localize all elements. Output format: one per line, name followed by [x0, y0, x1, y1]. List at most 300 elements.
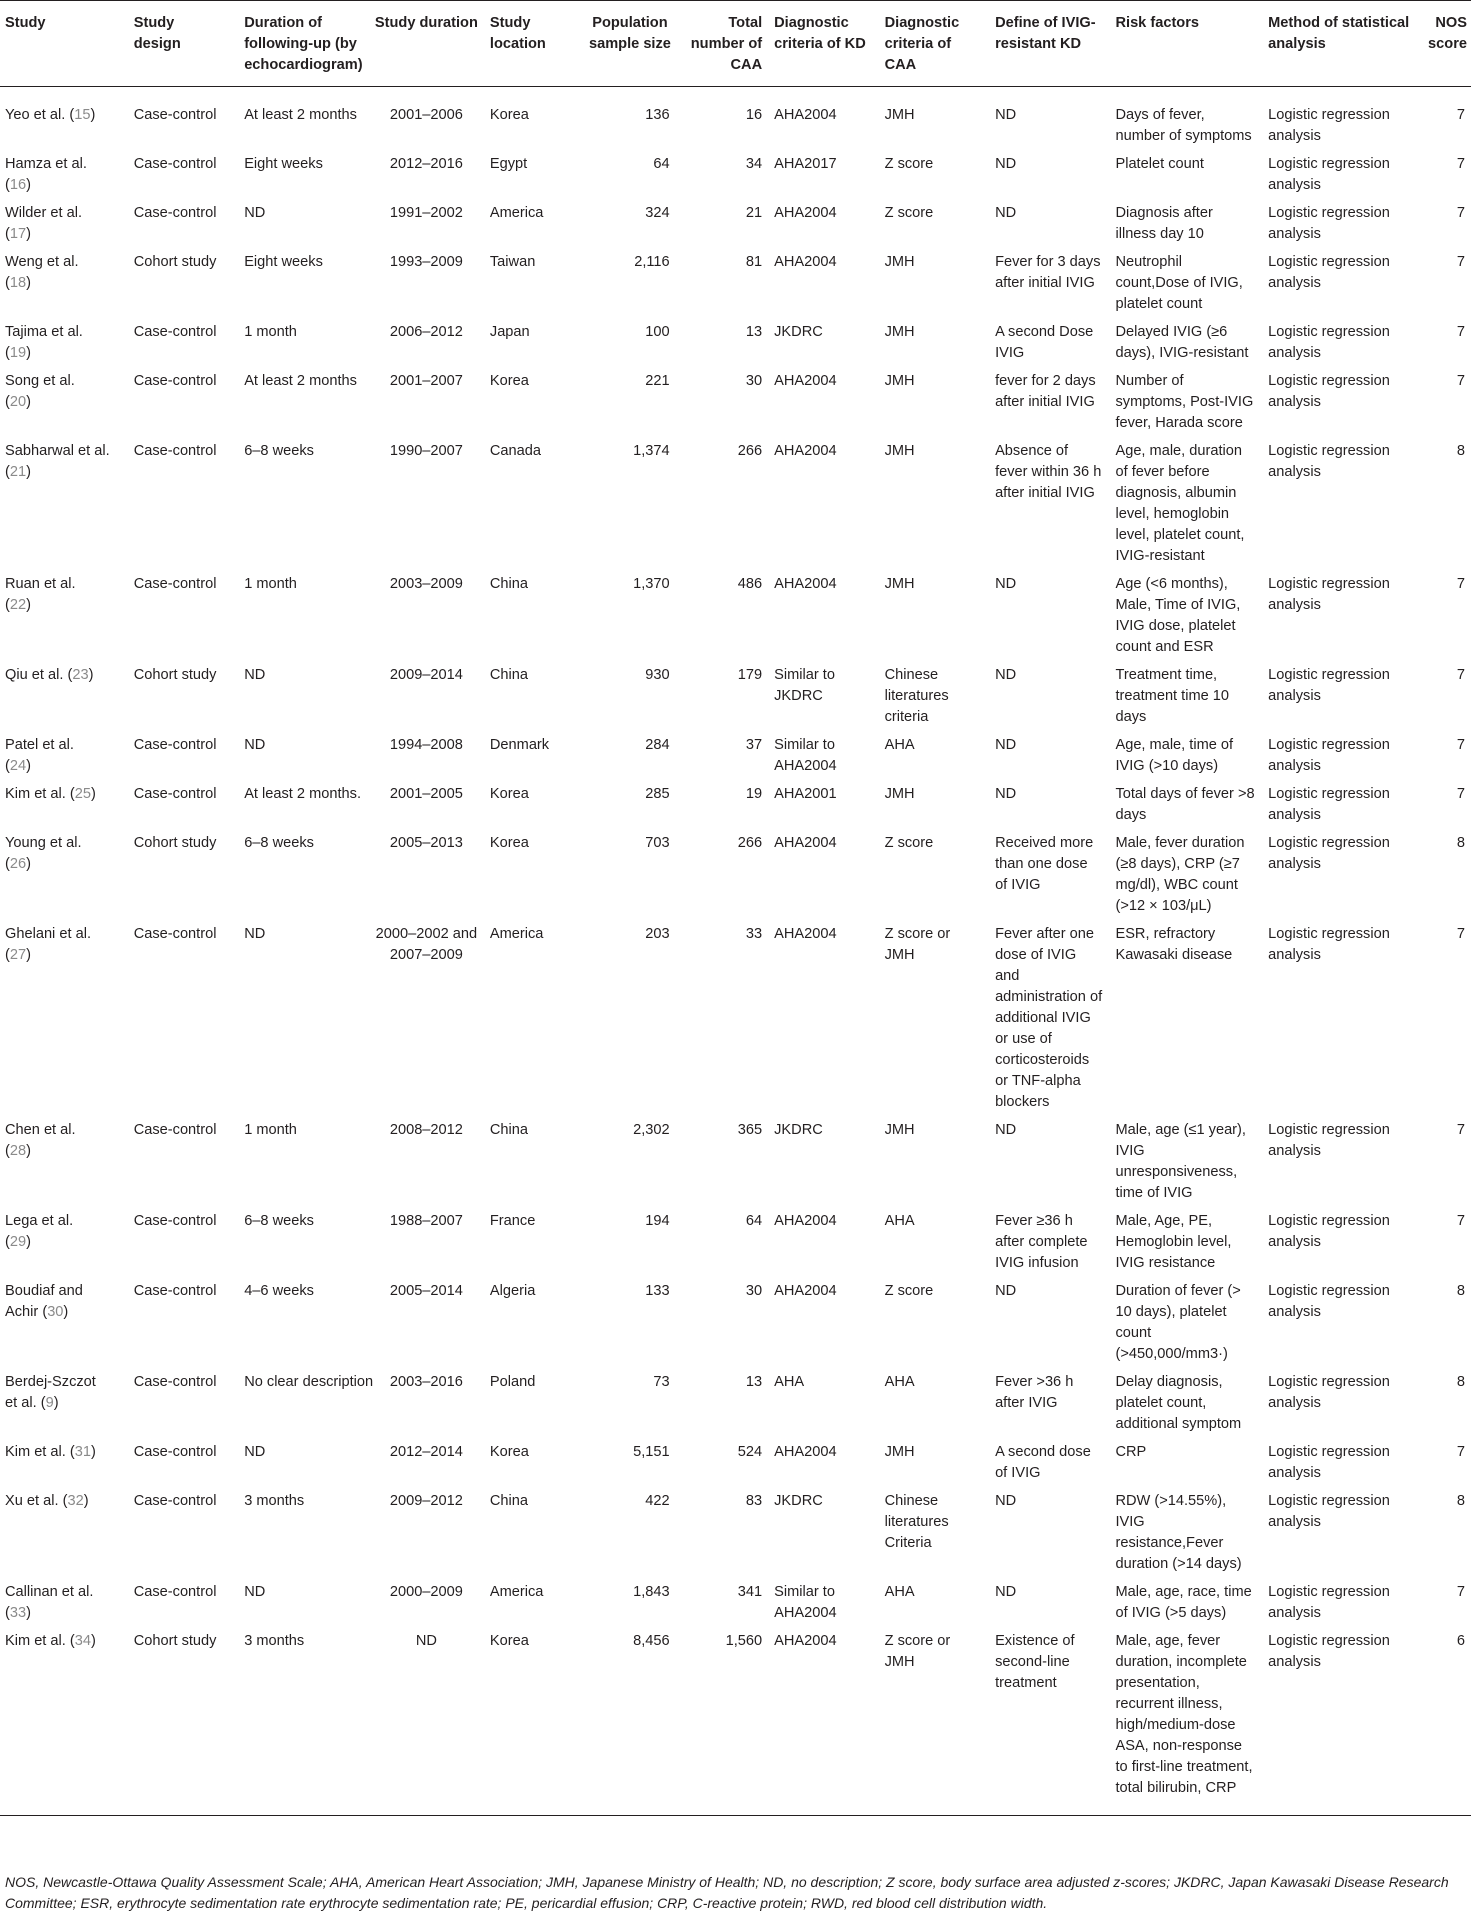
- cell-study-location: China: [489, 667, 529, 683]
- cell-total-caa: 179: [737, 667, 763, 683]
- cell-total-caa: 33: [745, 926, 763, 942]
- reference-link[interactable]: 20: [9, 394, 27, 410]
- cell-study-location: Korea: [489, 1633, 529, 1649]
- cell-sample-size: 284: [645, 737, 670, 753]
- reference-link[interactable]: 34: [74, 1633, 91, 1649]
- cell-study-location: Algeria: [489, 1283, 536, 1299]
- cell-kd-criteria: AHA2004: [774, 107, 837, 123]
- cell-total-caa: 21: [745, 205, 763, 221]
- table-row: [0, 735, 1471, 784]
- cell-followup: 6–8 weeks: [244, 835, 314, 851]
- cell-total-caa: 341: [737, 1584, 763, 1600]
- cell-nos-score: 8: [1456, 1283, 1465, 1299]
- cell-study-duration: 2009–2012: [389, 1493, 463, 1509]
- cell-sample-size: 1,370: [633, 576, 670, 592]
- cell-study-location: Korea: [489, 835, 529, 851]
- cell-study-location: Canada: [489, 443, 542, 459]
- cell-kd-criteria: Similar to AHA2004: [774, 737, 837, 774]
- cell-nos-score: 8: [1456, 1374, 1465, 1390]
- cell-risk-factors: CRP: [1115, 1444, 1147, 1460]
- cell-followup: ND: [244, 737, 266, 753]
- cell-kd-criteria: AHA2004: [774, 926, 837, 942]
- cell-study-design: Case-control: [133, 1584, 217, 1600]
- cell-statistical-method: Logistic regression analysis: [1268, 1444, 1390, 1481]
- cell-followup: ND: [244, 926, 266, 942]
- cell-ivig-resistant: ND: [995, 737, 1017, 753]
- study-name: Young et al.: [5, 835, 82, 851]
- table-row: [0, 1120, 1471, 1211]
- cell-study-duration: 2001–2007: [389, 373, 463, 389]
- cell-study-duration: 1993–2009: [389, 254, 463, 270]
- reference-link[interactable]: 19: [9, 345, 27, 361]
- cell-statistical-method: Logistic regression analysis: [1268, 1122, 1390, 1159]
- reference-link[interactable]: 33: [9, 1605, 27, 1621]
- cell-ivig-resistant: Fever ≥36 h after complete IVIG infusion: [995, 1213, 1088, 1271]
- cell-statistical-method: Logistic regression analysis: [1268, 156, 1390, 193]
- cell-nos-score: 7: [1456, 324, 1465, 340]
- cell-study-design: Case-control: [133, 1444, 217, 1460]
- cell-study-design: Case-control: [133, 1374, 217, 1390]
- cell-statistical-method: Logistic regression analysis: [1268, 1633, 1390, 1670]
- cell-risk-factors: Days of fever, number of symptoms: [1115, 107, 1252, 144]
- cell-caa-criteria: AHA: [884, 1584, 915, 1600]
- cell-study-duration: 2012–2016: [389, 156, 463, 172]
- reference-link[interactable]: 9: [45, 1395, 54, 1411]
- cell-kd-criteria: AHA2004: [774, 1213, 837, 1229]
- study-name: Boudiaf and Achir: [5, 1283, 83, 1320]
- reference-link[interactable]: 30: [47, 1304, 64, 1320]
- cell-nos-score: 7: [1456, 1213, 1465, 1229]
- cell-sample-size: 2,302: [633, 1122, 670, 1138]
- cell-study-location: Taiwan: [489, 254, 536, 270]
- cell-statistical-method: Logistic regression analysis: [1268, 1374, 1390, 1411]
- cell-study-design: Case-control: [133, 786, 217, 802]
- cell-study: Callinan et al. (33): [5, 1584, 94, 1621]
- cell-caa-criteria: JMH: [884, 786, 915, 802]
- cell-risk-factors: Male, fever duration (≥8 days), CRP (≥7 mg/dl), WBC count (>12 × 103/μL): [1115, 835, 1245, 914]
- cell-nos-score: 7: [1456, 576, 1465, 592]
- cell-caa-criteria: JMH: [884, 373, 915, 389]
- cell-nos-score: 7: [1456, 1584, 1465, 1600]
- reference-link[interactable]: 16: [9, 177, 27, 193]
- cell-study-location: America: [489, 926, 544, 942]
- cell-caa-criteria: JMH: [884, 254, 915, 270]
- cell-followup: 3 months: [244, 1633, 305, 1649]
- cell-sample-size: 1,843: [633, 1584, 670, 1600]
- cell-study-duration: 2001–2006: [389, 107, 463, 123]
- study-name: Kim et al.: [5, 1633, 66, 1649]
- cell-ivig-resistant: ND: [995, 205, 1017, 221]
- cell-sample-size: 73: [653, 1374, 670, 1390]
- cell-total-caa: 34: [745, 156, 763, 172]
- cell-study-duration: 1994–2008: [389, 737, 463, 753]
- table-row: [0, 87, 1471, 155]
- cell-total-caa: 30: [745, 373, 763, 389]
- cell-total-caa: 13: [745, 1374, 763, 1390]
- study-name: Song et al.: [5, 373, 75, 389]
- cell-study-duration: 1990–2007: [389, 443, 463, 459]
- cell-study-design: Case-control: [133, 443, 217, 459]
- cell-caa-criteria: JMH: [884, 1444, 915, 1460]
- cell-study: Ghelani et al. (27): [5, 926, 91, 963]
- cell-kd-criteria: AHA2017: [774, 156, 837, 172]
- study-name: Callinan et al.: [5, 1584, 94, 1600]
- cell-study-location: China: [489, 1122, 529, 1138]
- cell-total-caa: 16: [745, 107, 763, 123]
- reference-link[interactable]: 24: [9, 758, 27, 774]
- cell-kd-criteria: AHA: [774, 1374, 805, 1390]
- cell-study-location: France: [489, 1213, 536, 1229]
- study-name: Ghelani et al.: [5, 926, 91, 942]
- cell-ivig-resistant: A second dose of IVIG: [995, 1444, 1091, 1481]
- cell-ivig-resistant: ND: [995, 786, 1017, 802]
- cell-statistical-method: Logistic regression analysis: [1268, 667, 1390, 704]
- cell-study-location: Poland: [489, 1374, 536, 1390]
- cell-study-design: Case-control: [133, 926, 217, 942]
- table-row: [0, 1281, 1471, 1372]
- cell-study-design: Cohort study: [133, 667, 217, 683]
- cell-study: Kim et al. (34): [5, 1633, 96, 1649]
- cell-ivig-resistant: ND: [995, 1584, 1017, 1600]
- header-total-caa: Total number of CAA: [690, 15, 763, 73]
- cell-statistical-method: Logistic regression analysis: [1268, 576, 1390, 613]
- header-followup: Duration of following-up (by echocardiogram): [244, 15, 363, 73]
- cell-caa-criteria: Z score: [884, 1283, 934, 1299]
- cell-nos-score: 6: [1456, 1633, 1465, 1649]
- cell-study: Yeo et al. (15): [5, 107, 96, 123]
- cell-sample-size: 5,151: [633, 1444, 670, 1460]
- cell-study-design: Case-control: [133, 1493, 217, 1509]
- cell-study: Qiu et al. (23): [5, 667, 94, 683]
- table-row: [0, 441, 1471, 574]
- cell-study-duration: 1988–2007: [389, 1213, 463, 1229]
- table-row: [0, 1211, 1471, 1281]
- reference-link[interactable]: 23: [72, 667, 89, 683]
- cell-kd-criteria: AHA2004: [774, 1444, 837, 1460]
- reference-link[interactable]: 28: [9, 1143, 27, 1159]
- cell-total-caa: 83: [745, 1493, 763, 1509]
- cell-study-duration: 2003–2009: [389, 576, 463, 592]
- cell-nos-score: 7: [1456, 373, 1465, 389]
- cell-sample-size: 422: [645, 1493, 670, 1509]
- study-name: Berdej-Szczot et al.: [5, 1374, 96, 1411]
- study-name: Hamza et al.: [5, 156, 87, 172]
- cell-risk-factors: Neutrophil count,Dose of IVIG, platelet count: [1115, 254, 1243, 312]
- cell-caa-criteria: Chinese literatures Criteria: [884, 1493, 949, 1551]
- cell-statistical-method: Logistic regression analysis: [1268, 324, 1390, 361]
- cell-statistical-method: Logistic regression analysis: [1268, 205, 1390, 242]
- cell-risk-factors: Delay diagnosis, platelet count, additional symptom: [1115, 1374, 1242, 1432]
- table-row: [0, 371, 1471, 441]
- cell-followup: At least 2 months.: [244, 786, 361, 802]
- cell-nos-score: 7: [1456, 254, 1465, 270]
- reference-link[interactable]: 32: [67, 1493, 84, 1509]
- table-row: [0, 203, 1471, 252]
- cell-kd-criteria: AHA2004: [774, 373, 837, 389]
- cell-risk-factors: Male, Age, PE, Hemoglobin level, IVIG resistance: [1115, 1213, 1232, 1271]
- cell-ivig-resistant: ND: [995, 1122, 1017, 1138]
- cell-statistical-method: Logistic regression analysis: [1268, 1213, 1390, 1250]
- table-row: [0, 1491, 1471, 1582]
- cell-study-location: America: [489, 1584, 544, 1600]
- cell-ivig-resistant: ND: [995, 1283, 1017, 1299]
- cell-study-location: Denmark: [489, 737, 550, 753]
- cell-risk-factors: Diagnosis after illness day 10: [1115, 205, 1213, 242]
- cell-statistical-method: Logistic regression analysis: [1268, 1584, 1390, 1621]
- reference-link[interactable]: 25: [74, 786, 91, 802]
- cell-nos-score: 7: [1456, 667, 1465, 683]
- cell-caa-criteria: Z score or JMH: [884, 926, 951, 963]
- cell-study: Wilder et al. (17): [5, 205, 83, 242]
- cell-study-duration: 2009–2014: [389, 667, 463, 683]
- table-row: [0, 1631, 1471, 1816]
- cell-caa-criteria: Z score: [884, 156, 934, 172]
- cell-risk-factors: Age, male, duration of fever before diagnosis, albumin level, hemoglobin level, platelet count, IVIG-resistant: [1115, 443, 1245, 564]
- study-name: Chen et al.: [5, 1122, 76, 1138]
- cell-study-duration: 2000–2002 and 2007–2009: [375, 926, 478, 963]
- table-row: [0, 1372, 1471, 1442]
- cell-risk-factors: Age, male, time of IVIG (>10 days): [1115, 737, 1234, 774]
- cell-followup: ND: [244, 205, 266, 221]
- cell-followup: 1 month: [244, 324, 297, 340]
- cell-nos-score: 7: [1456, 156, 1465, 172]
- cell-followup: 1 month: [244, 1122, 297, 1138]
- reference-link[interactable]: 29: [9, 1234, 27, 1250]
- cell-total-caa: 19: [745, 786, 763, 802]
- cell-ivig-resistant: Fever after one dose of IVIG and administration of additional IVIG or use of corticosteroids or TNF-alpha blockers: [995, 926, 1103, 1110]
- cell-total-caa: 266: [737, 443, 763, 459]
- cell-study: Lega et al. (29): [5, 1213, 74, 1250]
- cell-kd-criteria: AHA2004: [774, 835, 837, 851]
- cell-study-design: Case-control: [133, 576, 217, 592]
- header-study-duration: Study duration: [374, 15, 478, 31]
- cell-study-location: China: [489, 576, 529, 592]
- cell-study-location: Korea: [489, 373, 529, 389]
- reference-link[interactable]: 15: [74, 107, 91, 123]
- cell-study-location: Korea: [489, 786, 529, 802]
- reference-link[interactable]: 21: [9, 464, 27, 480]
- cell-caa-criteria: JMH: [884, 443, 915, 459]
- study-name: Ruan et al.: [5, 576, 76, 592]
- cell-risk-factors: Age (<6 months), Male, Time of IVIG, IVIG dose, platelet count and ESR: [1115, 576, 1241, 655]
- cell-study-design: Case-control: [133, 1122, 217, 1138]
- cell-followup: ND: [244, 667, 266, 683]
- cell-statistical-method: Logistic regression analysis: [1268, 1493, 1390, 1530]
- reference-link[interactable]: 22: [9, 597, 27, 613]
- cell-ivig-resistant: fever for 2 days after initial IVIG: [995, 373, 1096, 410]
- cell-risk-factors: Male, age, race, time of IVIG (>5 days): [1115, 1584, 1252, 1621]
- header-risk-factors: Risk factors: [1115, 15, 1200, 31]
- cell-sample-size: 703: [645, 835, 670, 851]
- cell-followup: At least 2 months: [244, 107, 357, 123]
- table-row: [0, 322, 1471, 371]
- header-study-location: Study location: [489, 15, 546, 52]
- study-name: Kim et al.: [5, 1444, 66, 1460]
- cell-ivig-resistant: A second Dose IVIG: [995, 324, 1094, 361]
- cell-caa-criteria: JMH: [884, 107, 915, 123]
- cell-risk-factors: Treatment time, treatment time 10 days: [1115, 667, 1230, 725]
- cell-total-caa: 30: [745, 1283, 763, 1299]
- cell-study-duration: 2012–2014: [389, 1444, 463, 1460]
- cell-study-duration: 2008–2012: [389, 1122, 463, 1138]
- cell-kd-criteria: AHA2004: [774, 254, 837, 270]
- cell-sample-size: 8,456: [633, 1633, 670, 1649]
- reference-link[interactable]: 27: [9, 947, 27, 963]
- cell-kd-criteria: AHA2004: [774, 443, 837, 459]
- cell-sample-size: 64: [653, 156, 670, 172]
- cell-nos-score: 7: [1456, 107, 1465, 123]
- cell-nos-score: 8: [1456, 835, 1465, 851]
- header-statistical-method: Method of statistical analysis: [1268, 15, 1410, 52]
- cell-caa-criteria: Chinese literatures criteria: [884, 667, 949, 725]
- header-nos-score: NOS score: [1428, 15, 1467, 52]
- cell-ivig-resistant: Existence of second-line treatment: [995, 1633, 1075, 1691]
- cell-followup: Eight weeks: [244, 156, 323, 172]
- cell-study-duration: ND: [415, 1633, 437, 1649]
- cell-study-design: Case-control: [133, 324, 217, 340]
- cell-caa-criteria: AHA: [884, 1213, 915, 1229]
- cell-followup: Eight weeks: [244, 254, 323, 270]
- cell-total-caa: 266: [737, 835, 763, 851]
- cell-kd-criteria: AHA2004: [774, 1283, 837, 1299]
- cell-risk-factors: Duration of fever (> 10 days), platelet count (>450,000/mm3·): [1115, 1283, 1241, 1362]
- cell-kd-criteria: AHA2004: [774, 1633, 837, 1649]
- cell-statistical-method: Logistic regression analysis: [1268, 443, 1390, 480]
- cell-risk-factors: Male, age, fever duration, incomplete presentation, recurrent illness, high/medium-dose ASA, non-response to first-line treatment, total bilirubin, CRP: [1115, 1633, 1253, 1796]
- cell-study-location: Japan: [489, 324, 530, 340]
- cell-followup: 1 month: [244, 576, 297, 592]
- cell-sample-size: 133: [645, 1283, 670, 1299]
- cell-study: Ruan et al. (22): [5, 576, 76, 613]
- cell-study: Hamza et al. (16): [5, 156, 87, 193]
- cell-kd-criteria: AHA2001: [774, 786, 837, 802]
- study-name: Weng et al.: [5, 254, 79, 270]
- cell-followup: 6–8 weeks: [244, 1213, 314, 1229]
- table-row: [0, 1442, 1471, 1491]
- cell-total-caa: 1,560: [725, 1633, 763, 1649]
- table-row: [0, 574, 1471, 665]
- reference-link[interactable]: 17: [9, 226, 27, 242]
- cell-statistical-method: Logistic regression analysis: [1268, 107, 1390, 144]
- header-sample-size: Population sample size: [588, 15, 671, 52]
- cell-followup: At least 2 months: [244, 373, 357, 389]
- cell-kd-criteria: Similar to JKDRC: [774, 667, 835, 704]
- reference-link[interactable]: 18: [9, 275, 27, 291]
- cell-ivig-resistant: ND: [995, 156, 1017, 172]
- reference-link[interactable]: 26: [9, 856, 27, 872]
- cell-sample-size: 221: [645, 373, 670, 389]
- cell-ivig-resistant: ND: [995, 576, 1017, 592]
- cell-study-design: Cohort study: [133, 254, 217, 270]
- cell-study: Boudiaf and Achir (30): [5, 1283, 83, 1320]
- cell-risk-factors: RDW (>14.55%), IVIG resistance,Fever duration (>14 days): [1115, 1493, 1242, 1572]
- cell-caa-criteria: Z score: [884, 205, 934, 221]
- cell-study-location: Korea: [489, 107, 529, 123]
- cell-sample-size: 136: [645, 107, 670, 123]
- cell-sample-size: 324: [645, 205, 670, 221]
- cell-statistical-method: Logistic regression analysis: [1268, 786, 1390, 823]
- cell-study-location: Korea: [489, 1444, 529, 1460]
- cell-study-design: Case-control: [133, 1213, 217, 1229]
- cell-study-design: Case-control: [133, 156, 217, 172]
- cell-ivig-resistant: Received more than one dose of IVIG: [995, 835, 1094, 893]
- table-row: [0, 924, 1471, 1120]
- cell-caa-criteria: Z score or JMH: [884, 1633, 951, 1670]
- cell-study-design: Case-control: [133, 373, 217, 389]
- cell-study: Kim et al. (25): [5, 786, 96, 802]
- table-header-row: [0, 1, 1471, 87]
- cell-kd-criteria: Similar to AHA2004: [774, 1584, 837, 1621]
- cell-study-duration: 1991–2002: [389, 205, 463, 221]
- cell-nos-score: 7: [1456, 926, 1465, 942]
- table-footnote: NOS, Newcastle-Ottawa Quality Assessment Scale; AHA, American Heart Association; JMH, Japanese Ministry of Health; ND, no description; Z score, body surface area adjusted z-scores; JKDRC, Japan Kawasaki Disease Research Committee; ESR, erythrocyte sedimentation rate erythrocyte sedimentation rate; PE, pericardial effusion; CRP, C-reactive protein; RWD, red blood cell distribution width.: [5, 1874, 1449, 1911]
- cell-study-design: Case-control: [133, 107, 217, 123]
- study-name: Wilder et al.: [5, 205, 83, 221]
- cell-study-design: Cohort study: [133, 1633, 217, 1649]
- table-row: [0, 154, 1471, 203]
- reference-link[interactable]: 31: [74, 1444, 91, 1460]
- cell-kd-criteria: JKDRC: [774, 1493, 823, 1509]
- cell-kd-criteria: JKDRC: [774, 324, 823, 340]
- cell-statistical-method: Logistic regression analysis: [1268, 1283, 1390, 1320]
- cell-total-caa: 81: [745, 254, 763, 270]
- cell-risk-factors: Total days of fever >8 days: [1115, 786, 1255, 823]
- cell-ivig-resistant: Absence of fever within 36 h after initial IVIG: [995, 443, 1102, 501]
- study-name: Xu et al.: [5, 1493, 59, 1509]
- cell-kd-criteria: JKDRC: [774, 1122, 823, 1138]
- cell-followup: 4–6 weeks: [244, 1283, 314, 1299]
- table-row: [0, 1582, 1471, 1631]
- cell-ivig-resistant: ND: [995, 667, 1017, 683]
- cell-caa-criteria: AHA: [884, 1374, 915, 1390]
- cell-sample-size: 930: [645, 667, 670, 683]
- cell-caa-criteria: JMH: [884, 324, 915, 340]
- cell-sample-size: 203: [645, 926, 670, 942]
- cell-nos-score: 8: [1456, 443, 1465, 459]
- cell-sample-size: 194: [645, 1213, 670, 1229]
- cell-followup: ND: [244, 1584, 266, 1600]
- cell-risk-factors: Platelet count: [1115, 156, 1204, 172]
- cell-statistical-method: Logistic regression analysis: [1268, 254, 1390, 291]
- cell-study-duration: 2003–2016: [389, 1374, 463, 1390]
- study-name: Qiu et al.: [5, 667, 64, 683]
- cell-study-duration: 2005–2013: [389, 835, 463, 851]
- cell-statistical-method: Logistic regression analysis: [1268, 373, 1390, 410]
- cell-kd-criteria: AHA2004: [774, 576, 837, 592]
- cell-study: Weng et al. (18): [5, 254, 79, 291]
- cell-sample-size: 100: [645, 324, 670, 340]
- cell-nos-score: 7: [1456, 737, 1465, 753]
- header-study-design: Study design: [133, 15, 181, 52]
- cell-caa-criteria: JMH: [884, 1122, 915, 1138]
- cell-study: Patel et al. (24): [5, 737, 74, 774]
- cell-sample-size: 1,374: [633, 443, 670, 459]
- cell-study: Berdej-Szczot et al. (9): [5, 1374, 96, 1411]
- cell-study-location: America: [489, 205, 544, 221]
- table-row: [0, 665, 1471, 735]
- cell-nos-score: 7: [1456, 1122, 1465, 1138]
- header-kd-criteria: Diagnostic criteria of KD: [774, 15, 866, 52]
- cell-ivig-resistant: ND: [995, 107, 1017, 123]
- cell-study-design: Case-control: [133, 1283, 217, 1299]
- table-row: [0, 784, 1471, 833]
- cell-risk-factors: Male, age (≤1 year), IVIG unresponsiveness, time of IVIG: [1115, 1122, 1246, 1201]
- cell-statistical-method: Logistic regression analysis: [1268, 926, 1390, 963]
- header-ivig-resistant: Define of IVIG-resistant KD: [995, 15, 1096, 52]
- cell-statistical-method: Logistic regression analysis: [1268, 737, 1390, 774]
- cell-study: Xu et al. (32): [5, 1493, 89, 1509]
- cell-total-caa: 365: [737, 1122, 763, 1138]
